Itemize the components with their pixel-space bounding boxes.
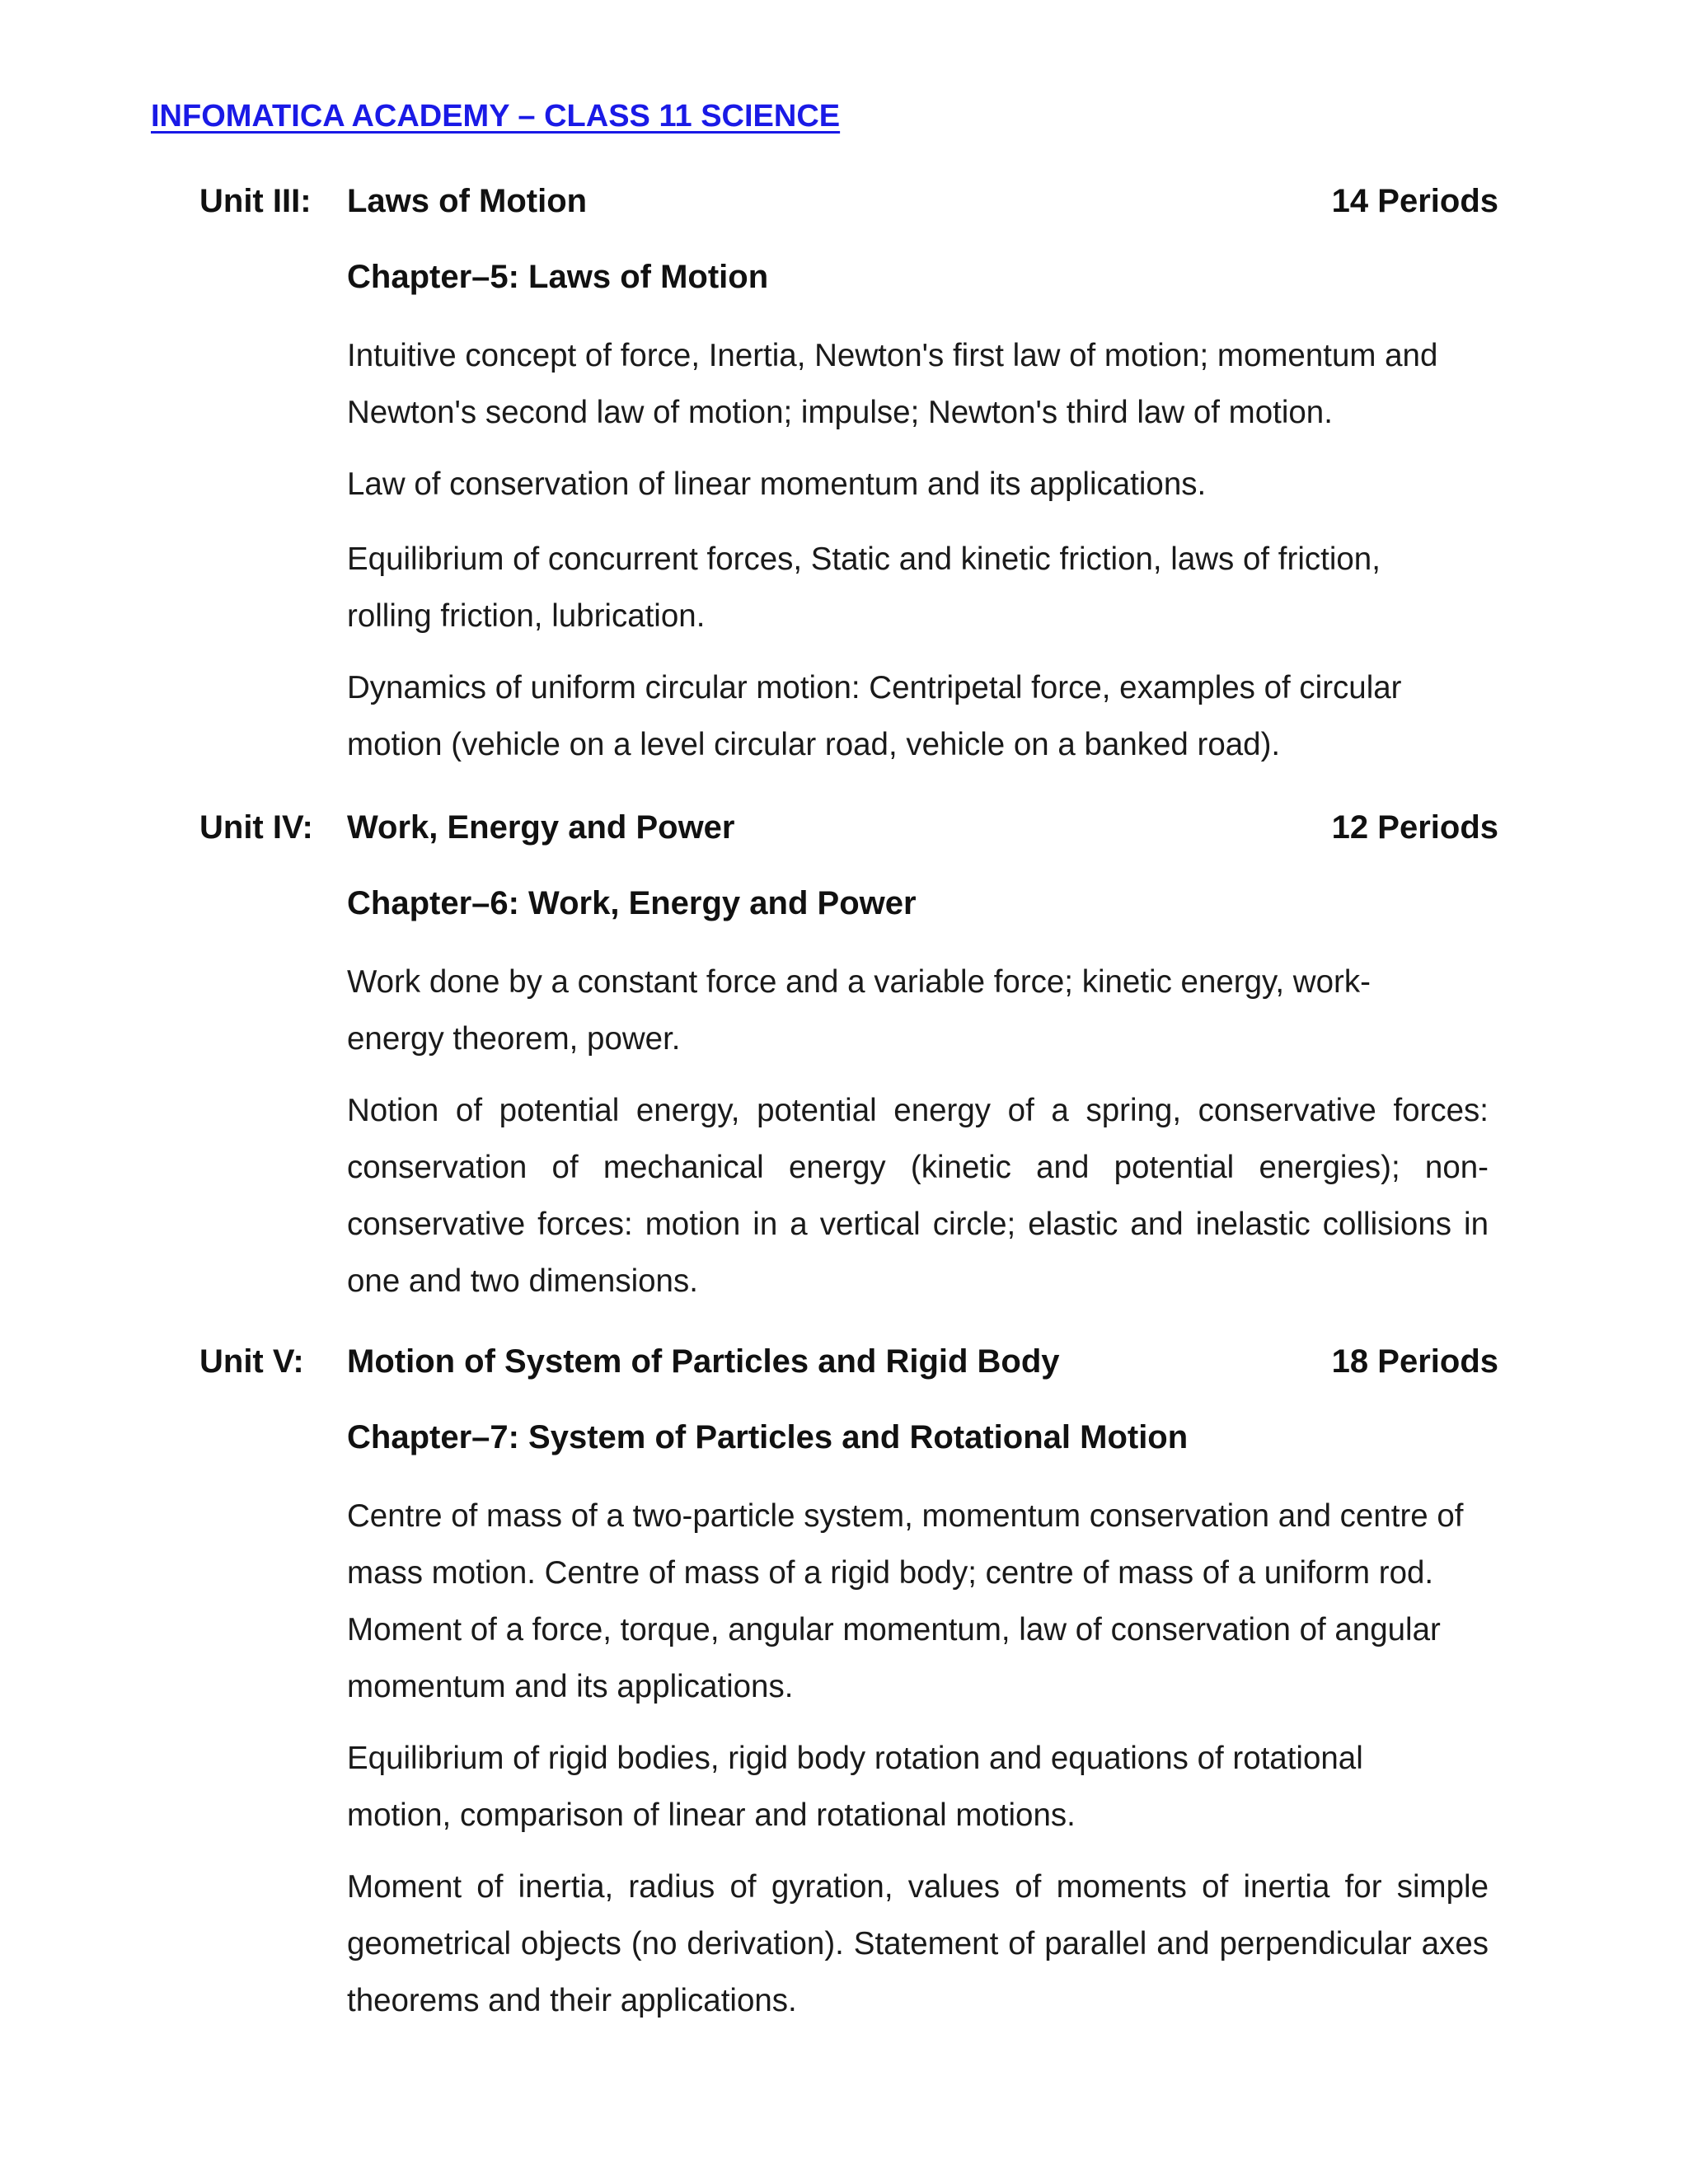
paragraph: Notion of potential energy, potential energy of a spring, conservative forces: conservation of mechanical energy (kinetic and potential energies); non-conservative forces: motion in a vertical circle; elastic and inelastic collisions in one and two dimensions.	[347, 1093, 1489, 1299]
paragraph: Intuitive concept of force, Inertia, Newton's first law of motion; momentum and Newton's second law of motion; impulse; Newton's third law of motion.	[347, 338, 1438, 430]
unit-periods: 12 Periods	[1331, 809, 1498, 846]
unit-iii-header	[0, 183, 1688, 229]
unit-v-header	[0, 1343, 1688, 1390]
chapter-title: Chapter–7: System of Particles and Rotational Motion	[347, 1419, 1189, 1455]
unit-title: Laws of Motion	[347, 183, 588, 219]
paragraph: Equilibrium of rigid bodies, rigid body rotation and equations of rotational motion, comparison of linear and rotational motions.	[347, 1741, 1363, 1833]
paragraph: Equilibrium of concurrent forces, Static and kinetic friction, laws of friction, rolling friction, lubrication.	[347, 541, 1381, 634]
chapter-title: Chapter–6: Work, Energy and Power	[347, 885, 917, 921]
unit-periods: 18 Periods	[1331, 1343, 1498, 1380]
unit-title: Work, Energy and Power	[347, 809, 735, 846]
paragraph: Work done by a constant force and a variable force; kinetic energy, work-energy theorem, power.	[347, 964, 1371, 1057]
unit-iv-header	[0, 809, 1688, 855]
unit-label: Unit V:	[199, 1343, 304, 1380]
paragraph: Centre of mass of a two-particle system, momentum conservation and centre of mass motion. Centre of mass of a rigid body; centre of mass of a uniform rod. Moment of a force, torque, angular momentum, law of conservation of angular momentum and its applications.	[347, 1498, 1464, 1704]
unit-label: Unit IV:	[199, 809, 313, 846]
paragraph: Law of conservation of linear momentum and its applications.	[347, 466, 1207, 502]
paragraph: Moment of inertia, radius of gyration, values of moments of inertia for simple geometrical objects (no derivation). Statement of parallel and perpendicular axes theorems and their applications.	[347, 1869, 1489, 2018]
paragraph: Dynamics of uniform circular motion: Centripetal force, examples of circular motion (vehicle on a level circular road, vehicle on a banked road).	[347, 670, 1402, 762]
chapter-title: Chapter–5: Laws of Motion	[347, 259, 769, 295]
unit-title: Motion of System of Particles and Rigid Body	[347, 1343, 1060, 1380]
unit-periods: 14 Periods	[1331, 183, 1498, 219]
header-title-link[interactable]: INFOMATICA ACADEMY – CLASS 11 SCIENCE	[151, 99, 841, 134]
unit-label: Unit III:	[199, 183, 312, 219]
